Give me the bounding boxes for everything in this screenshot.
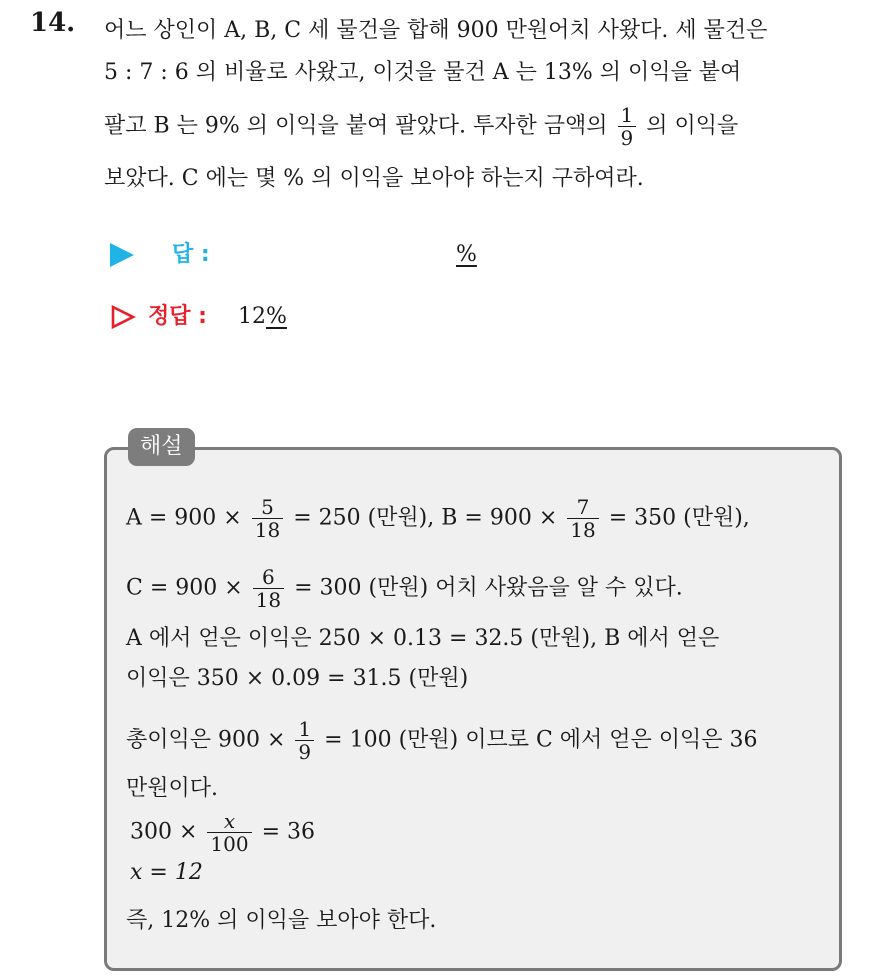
- fraction-denominator: 18: [254, 518, 281, 542]
- fraction-7-18: [567, 496, 598, 541]
- answer-unit: %: [456, 242, 477, 267]
- fraction-numerator: 1: [295, 718, 314, 741]
- sol1-a-post: = 250 (만원), B = 900 ×: [293, 505, 558, 531]
- solution-tag: 해설: [128, 428, 195, 466]
- fraction-numerator: 7: [567, 496, 598, 519]
- correct-answer-row: [110, 300, 410, 334]
- sol7-post: = 36: [261, 819, 316, 845]
- solution-line-5: [126, 718, 844, 763]
- sol1-a-pre: A = 900 ×: [126, 505, 242, 531]
- sol1-b-post: = 350 (만원),: [608, 505, 750, 531]
- correct-answer-value: [238, 300, 287, 334]
- fraction-one-ninth: [618, 104, 637, 149]
- solution-line-4: 이익은 350 × 0.09 = 31.5 (만원): [126, 666, 469, 691]
- answer-row: [110, 238, 530, 272]
- play-triangle-icon: [110, 243, 134, 267]
- problem-line-1: 어느 상인이 A, B, C 세 물건을 합해 900 만원어치 사왔다. 세 물건은: [104, 18, 768, 43]
- solution-line-7: [130, 810, 844, 855]
- problem-line-3-tail: 의 이익을: [646, 113, 739, 139]
- solution-line-8: x = 12: [130, 860, 203, 885]
- outline-triangle-icon: [110, 304, 136, 330]
- fraction-x-100: [207, 810, 251, 855]
- fraction-denominator: 18: [255, 588, 282, 612]
- sol2-post: = 300 (만원) 어치 사왔음을 알 수 있다.: [294, 575, 683, 601]
- correct-answer-unit: %: [266, 304, 287, 329]
- solution-line-3: A 에서 얻은 이익은 250 × 0.13 = 32.5 (만원), B 에서 얻은: [126, 626, 720, 651]
- problem-line-2: 5 : 7 : 6 의 비율로 사왔고, 이것을 물건 A 는 13% 의 이익을 붙여: [104, 60, 742, 85]
- solution-line-1: [126, 496, 844, 541]
- fraction-5-18: [252, 496, 283, 541]
- problem-number: 14.: [30, 8, 76, 38]
- fraction-1-9: [295, 718, 314, 763]
- fraction-numerator: x: [207, 810, 251, 833]
- fraction-numerator: 6: [253, 566, 284, 589]
- fraction-denominator: 18: [570, 518, 596, 542]
- correct-answer-label: 정답 :: [148, 304, 207, 329]
- sol7-pre: 300 ×: [130, 819, 198, 845]
- fraction-6-18: [253, 566, 284, 611]
- problem-line-3-text: 팔고 B 는 9% 의 이익을 붙여 팔았다. 투자한 금액의: [104, 113, 608, 139]
- fraction-numerator: 5: [252, 496, 283, 519]
- sol5-pre: 총이익은 900 ×: [126, 727, 286, 753]
- fraction-numerator: 1: [618, 104, 637, 127]
- answer-label: 답 :: [172, 242, 210, 267]
- sol2-pre: C = 900 ×: [126, 575, 243, 601]
- correct-answer-number: 12: [238, 304, 266, 329]
- fraction-denominator: 9: [620, 126, 634, 150]
- solution-line-6: 만원이다.: [126, 776, 219, 801]
- sol5-post: = 100 (만원) 이므로 C 에서 얻은 이익은 36: [324, 727, 758, 753]
- fraction-denominator: 100: [210, 832, 249, 856]
- solution-line-2: [126, 566, 844, 611]
- problem-line-4: 보았다. C 에는 몇 % 의 이익을 보아야 하는지 구하여라.: [104, 166, 644, 191]
- problem-line-3: [104, 104, 860, 149]
- solution-line-9: 즉, 12% 의 이익을 보아야 한다.: [126, 908, 437, 933]
- fraction-denominator: 9: [298, 740, 312, 764]
